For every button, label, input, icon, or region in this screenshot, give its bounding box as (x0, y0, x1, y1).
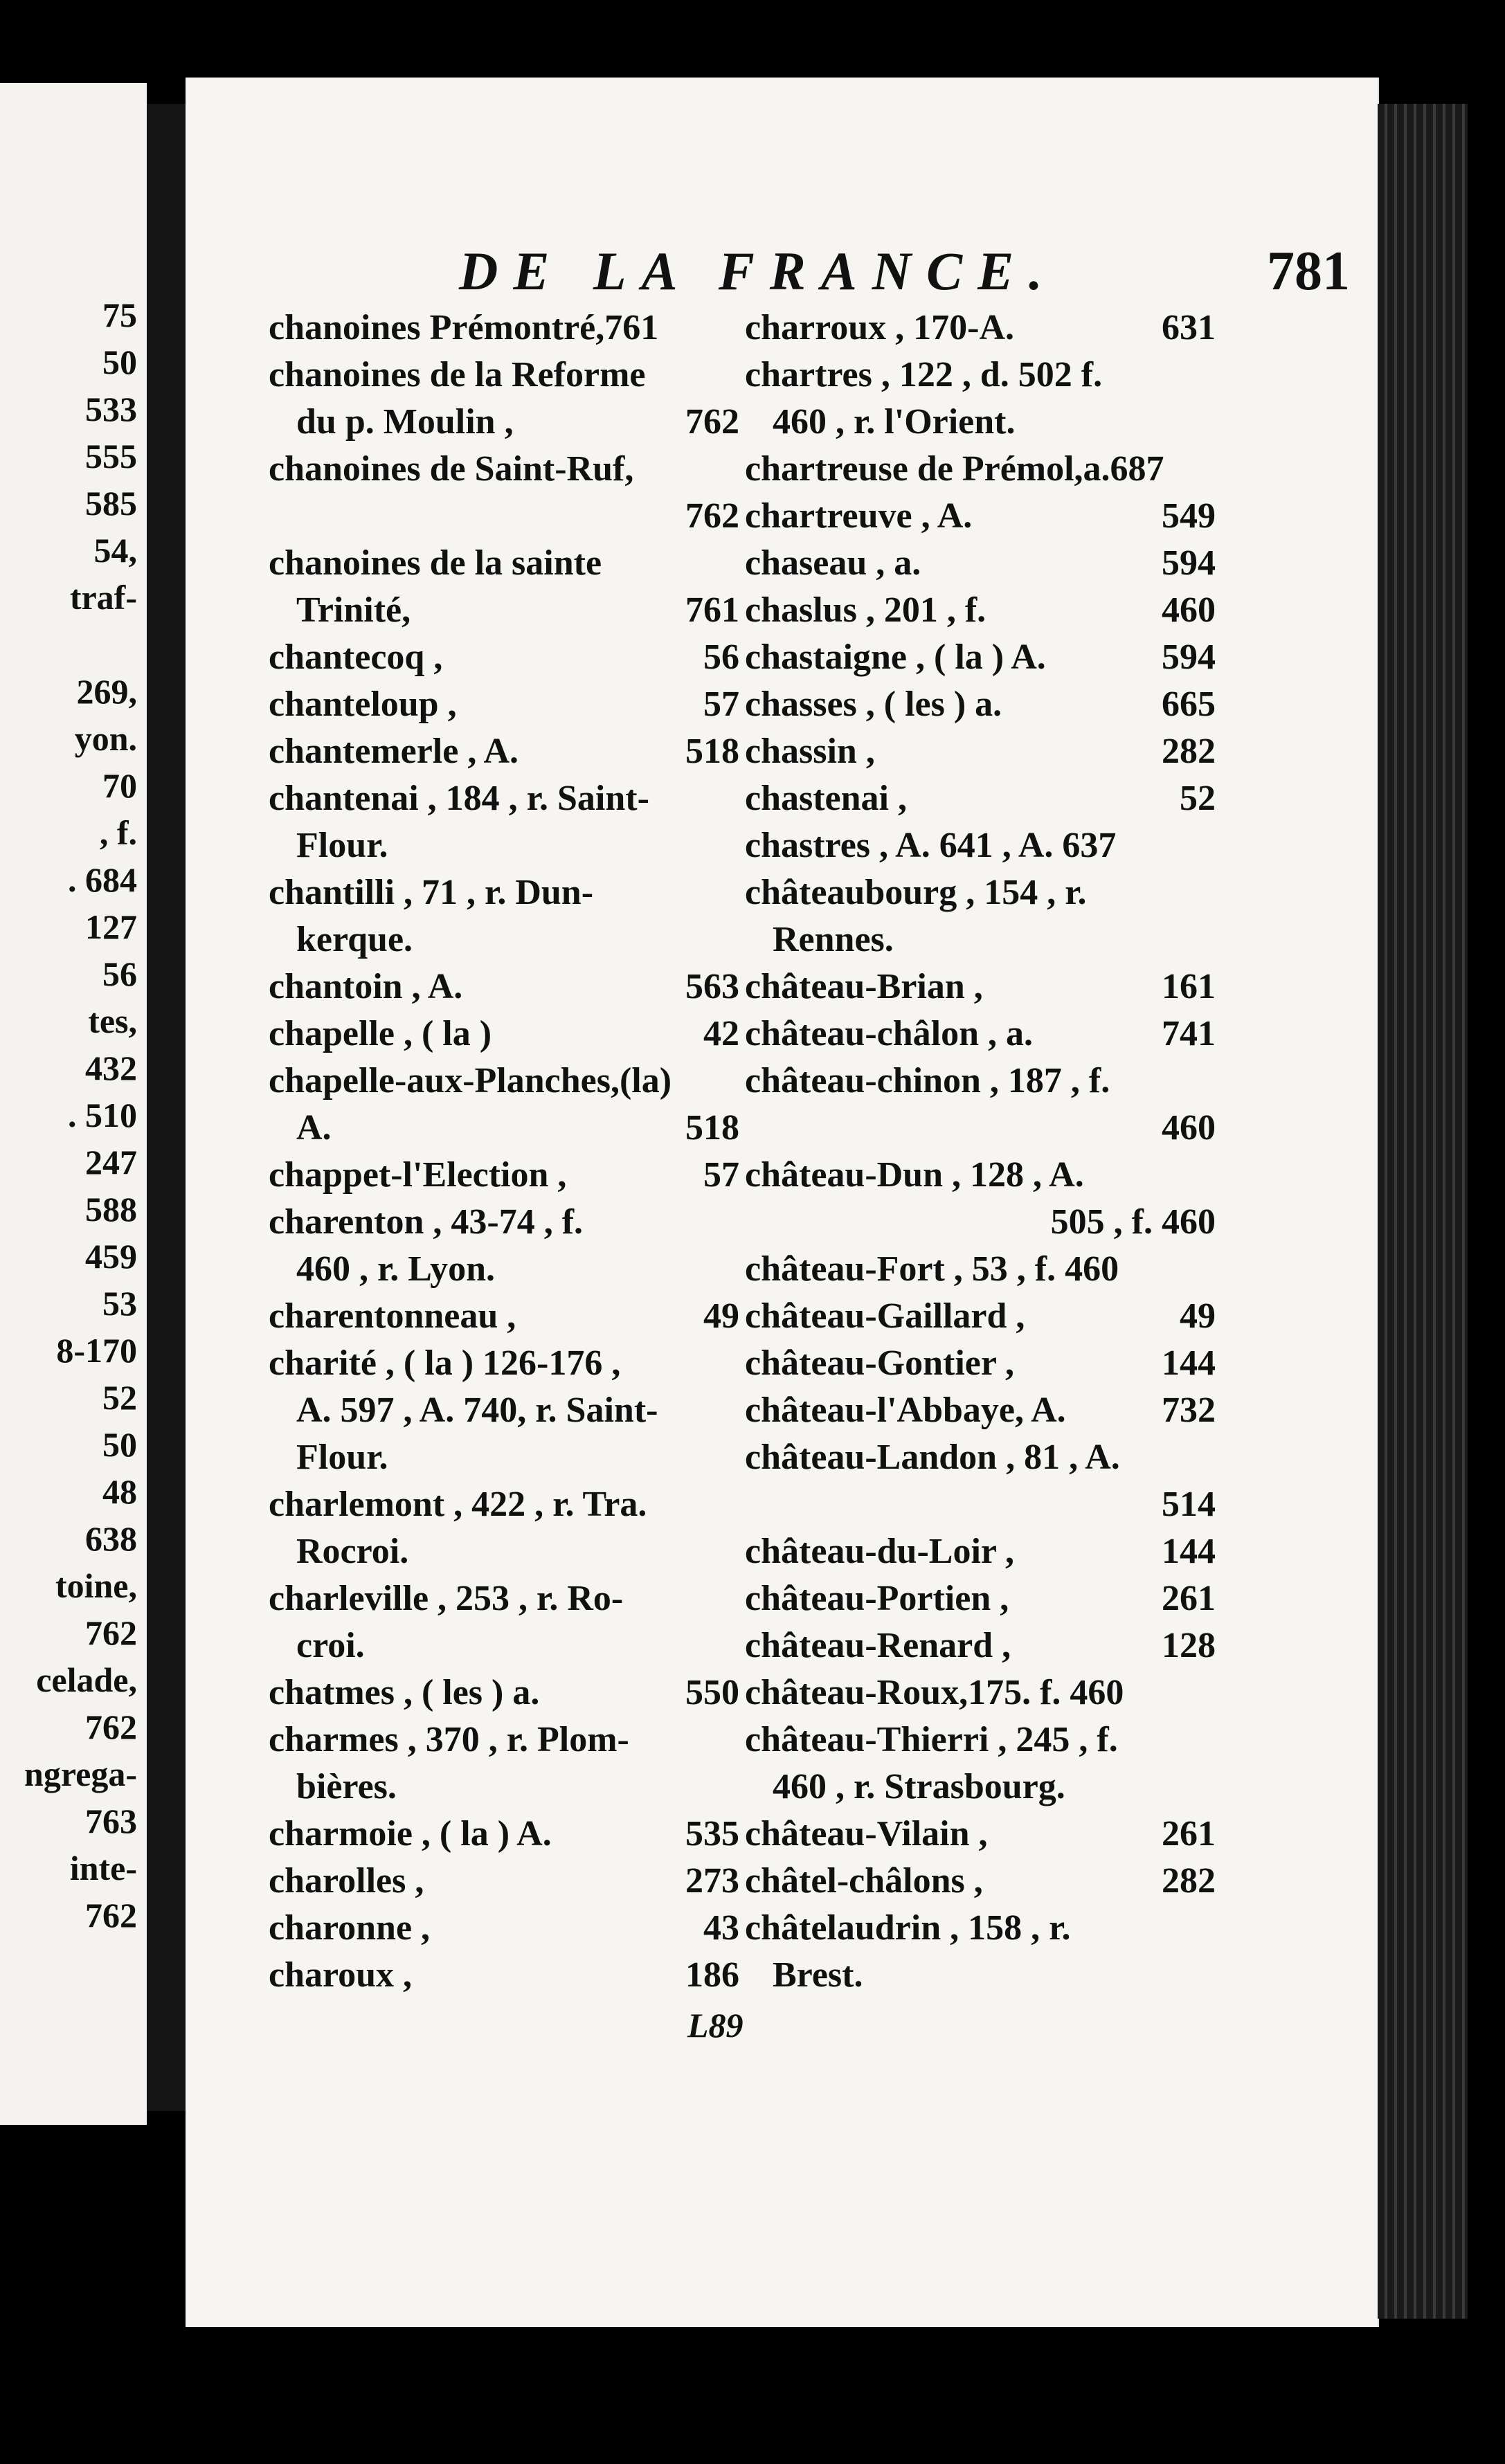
entry-text: chantemerle , A. (269, 732, 519, 771)
index-entry (269, 963, 739, 1011)
page-edges (1378, 104, 1468, 2319)
entry-text: charonne , (269, 1908, 431, 1948)
previous-page-text-fragment: , f. (99, 813, 137, 852)
entry-text: chartreuse de Prémol,a.687 (745, 449, 1164, 489)
index-entry (745, 1575, 1216, 1622)
entry-text: charenton , 43-74 , f. (269, 1202, 584, 1242)
entry-page-ref: 57 (703, 1155, 739, 1195)
index-entry (745, 1387, 1216, 1434)
previous-page-text-fragment: 75 (102, 296, 137, 334)
entry-page-ref: 594 (1162, 637, 1216, 677)
entry-text: châtel-châlons , (745, 1861, 983, 1901)
entry-page-ref: 741 (1162, 1014, 1216, 1053)
entry-page-ref: 665 (1162, 685, 1216, 724)
index-entry (745, 493, 1216, 540)
index-entry (269, 1858, 739, 1905)
entry-text: chaslus , 201 , f. (745, 590, 986, 630)
entry-text: chanoines de Saint-Ruf, (269, 449, 634, 489)
previous-page-text-fragment: tes, (88, 1002, 137, 1040)
entry-text: chapelle , ( la ) (269, 1014, 492, 1053)
index-entry (745, 916, 1216, 963)
entry-page-ref: 52 (1180, 779, 1216, 818)
entry-text: chapelle-aux-Planches,(la) (269, 1061, 672, 1100)
entry-text: Flour. (296, 826, 388, 865)
entry-text: château-Brian , (745, 967, 983, 1006)
book-page (186, 78, 1379, 2327)
previous-page-text-fragment: . 510 (68, 1096, 137, 1134)
entry-text: Rennes. (773, 920, 894, 959)
entry-text: chasses , ( les ) a. (745, 685, 1002, 724)
entry-text: bières. (296, 1767, 397, 1806)
index-entry (745, 446, 1216, 493)
previous-page-text-fragment: 459 (85, 1237, 137, 1276)
entry-text: chatmes , ( les ) a. (269, 1673, 540, 1712)
previous-page-text-fragment: 588 (85, 1190, 137, 1229)
entry-text: chantecoq , (269, 637, 443, 677)
index-entry (745, 1152, 1216, 1199)
entry-page-ref: 761 (685, 590, 739, 630)
index-entry (745, 1764, 1216, 1811)
index-entry (269, 1481, 739, 1528)
entry-text: chastenai , (745, 779, 907, 818)
running-head (186, 240, 1378, 302)
entry-text: chanoines Prémontré,761 (269, 308, 659, 347)
entry-text: château-Roux,175. f. 460 (745, 1673, 1124, 1712)
entry-text: A. (296, 1108, 332, 1148)
index-entry (745, 1905, 1216, 1952)
index-entry (269, 869, 739, 916)
entry-page-ref: 144 (1162, 1343, 1216, 1383)
entry-text: chantoin , A. (269, 967, 463, 1006)
previous-page-text-fragment: 56 (102, 954, 137, 993)
index-entry (745, 1952, 1216, 1999)
entry-text: château-Gaillard , (745, 1296, 1025, 1336)
index-entry (269, 1811, 739, 1858)
index-entry (269, 540, 739, 587)
previous-page-text-fragment: 53 (102, 1284, 137, 1323)
index-entry (269, 1905, 739, 1952)
entry-text: chartreuve , A. (745, 496, 973, 536)
entry-page-ref: 42 (703, 1014, 739, 1053)
book-gutter (147, 104, 186, 2111)
entry-text: charleville , 253 , r. Ro- (269, 1579, 624, 1618)
entry-page-ref: 49 (1180, 1296, 1216, 1336)
entry-page-ref: 535 (685, 1814, 739, 1854)
entry-page-ref: 56 (703, 637, 739, 677)
previous-page-text-fragment: 52 (102, 1378, 137, 1417)
index-entry (269, 1575, 739, 1622)
entry-text: château-Landon , 81 , A. (745, 1438, 1120, 1477)
index-entry (745, 399, 1216, 446)
previous-page-text-fragment: 762 (85, 1613, 137, 1652)
entry-page-ref: 514 (1162, 1485, 1216, 1524)
signature-mark: L89 (687, 2006, 744, 2045)
index-entry (745, 1105, 1216, 1152)
index-entry (269, 634, 739, 681)
entry-text: chaseau , a. (745, 543, 921, 583)
index-entry (745, 587, 1216, 634)
entry-text: chastaigne , ( la ) A. (745, 637, 1046, 677)
index-entry (269, 1528, 739, 1575)
index-entry (269, 1199, 739, 1246)
index-entry (269, 728, 739, 775)
index-entry (745, 1669, 1216, 1716)
entry-page-ref: 762 (685, 496, 739, 536)
entry-text: châtelaudrin , 158 , r. (745, 1908, 1071, 1948)
entry-text: château-du-Loir , (745, 1532, 1015, 1571)
index-entry (745, 1434, 1216, 1481)
index-entry (745, 1858, 1216, 1905)
previous-page-text-fragment: 762 (85, 1707, 137, 1746)
entry-page-ref: 261 (1162, 1814, 1216, 1854)
index-entry (269, 1764, 739, 1811)
entry-text: 460 , r. Lyon. (296, 1249, 496, 1289)
index-entry (269, 1622, 739, 1669)
index-entry (745, 1199, 1216, 1246)
index-entry (745, 1811, 1216, 1858)
index-entry (269, 916, 739, 963)
previous-page-text-fragment: toine, (55, 1566, 137, 1605)
index-entry (269, 352, 739, 399)
previous-page-fragment (0, 83, 147, 2125)
previous-page-text-fragment: 533 (85, 390, 137, 428)
entry-text: chanoines de la sainte (269, 543, 602, 583)
index-entry (745, 681, 1216, 728)
index-entry (745, 775, 1216, 822)
index-entry (269, 493, 739, 540)
entry-page-ref: 49 (703, 1296, 739, 1336)
index-entry (745, 1246, 1216, 1293)
entry-text: charmoie , ( la ) A. (269, 1814, 552, 1854)
entry-page-ref: 549 (1162, 496, 1216, 536)
entry-text: château-châlon , a. (745, 1014, 1033, 1053)
index-entry (745, 869, 1216, 916)
previous-page-text-fragment: 763 (85, 1802, 137, 1840)
entry-text: charroux , 170-A. (745, 308, 1015, 347)
entry-text: Brest. (773, 1955, 863, 1995)
index-entry (269, 1434, 739, 1481)
entry-page-ref: 273 (685, 1861, 739, 1901)
entry-text: château-Fort , 53 , f. 460 (745, 1249, 1119, 1289)
previous-page-text-fragment: inte- (69, 1849, 137, 1887)
entry-text: château-Gontier , (745, 1343, 1014, 1383)
entry-text: chanteloup , (269, 685, 457, 724)
entry-text: chartres , 122 , d. 502 f. (745, 355, 1103, 395)
previous-page-text-fragment: 432 (85, 1049, 137, 1087)
previous-page-text-fragment: 247 (85, 1143, 137, 1181)
index-entry (745, 728, 1216, 775)
entry-page-ref: 43 (703, 1908, 739, 1948)
index-column-left (269, 305, 739, 1999)
entry-text: chastres , A. 641 , A. 637 (745, 826, 1117, 865)
entry-text: chanoines de la Reforme (269, 355, 646, 395)
entry-text: charoux , (269, 1955, 413, 1995)
entry-page-ref: 762 (685, 402, 739, 442)
index-entry (745, 1622, 1216, 1669)
previous-page-text-fragment: 50 (102, 343, 137, 381)
previous-page-text-fragment: celade, (36, 1660, 137, 1699)
entry-text: charolles , (269, 1861, 424, 1901)
previous-page-text-fragment: 70 (102, 766, 137, 805)
page-number: 781 (1267, 241, 1350, 302)
index-entry (269, 681, 739, 728)
previous-page-text-fragment: 555 (85, 437, 137, 475)
entry-page-ref: 261 (1162, 1579, 1216, 1618)
entry-page-ref: 518 (685, 732, 739, 771)
entry-text: château-Renard , (745, 1626, 1011, 1665)
entry-page-ref: 594 (1162, 543, 1216, 583)
entry-text: château-l'Abbaye, A. (745, 1390, 1066, 1430)
entry-text: croi. (296, 1626, 365, 1665)
entry-text: château-chinon , 187 , f. (745, 1061, 1110, 1100)
entry-text: chantilli , 71 , r. Dun- (269, 873, 594, 912)
previous-page-text-fragment: 50 (102, 1425, 137, 1464)
previous-page-text-fragment: 762 (85, 1896, 137, 1935)
entry-text: Rocroi. (296, 1532, 409, 1571)
previous-page-text-fragment: 48 (102, 1472, 137, 1511)
entry-page-ref: 518 (685, 1108, 739, 1148)
index-entry (745, 1528, 1216, 1575)
entry-page-ref: 57 (703, 685, 739, 724)
index-entry (745, 634, 1216, 681)
entry-text: château-Vilain , (745, 1814, 988, 1854)
index-entry (269, 1716, 739, 1764)
index-entry (745, 1058, 1216, 1105)
previous-page-text-fragment: . 684 (68, 860, 137, 899)
index-entry (745, 1293, 1216, 1340)
index-entry (745, 963, 1216, 1011)
index-entry (269, 775, 739, 822)
entry-page-ref: 186 (685, 1955, 739, 1995)
entry-text: kerque. (296, 920, 413, 959)
index-entry (269, 1669, 739, 1716)
index-entry (269, 822, 739, 869)
entry-text: chantenai , 184 , r. Saint- (269, 779, 649, 818)
previous-page-text-fragment: 54, (93, 531, 137, 570)
previous-page-text-fragment: 638 (85, 1519, 137, 1558)
entry-text: château-Portien , (745, 1579, 1009, 1618)
entry-text: 460 , r. Strasbourg. (773, 1767, 1065, 1806)
entry-page-ref: 550 (685, 1673, 739, 1712)
previous-page-text-fragment: yon. (74, 719, 137, 758)
index-entry (745, 305, 1216, 352)
index-entry (745, 352, 1216, 399)
entry-text: chassin , (745, 732, 875, 771)
previous-page-text-fragment: 585 (85, 484, 137, 523)
entry-page-ref: 460 (1162, 1108, 1216, 1148)
previous-page-text-fragment: 269, (76, 672, 137, 711)
entry-text: du p. Moulin , (296, 402, 514, 442)
index-entry (745, 1340, 1216, 1387)
entry-page-ref: 161 (1162, 967, 1216, 1006)
entry-text: Trinité, (296, 590, 411, 630)
entry-text: charité , ( la ) 126-176 , (269, 1343, 621, 1383)
index-column-right (745, 305, 1216, 1999)
entry-page-ref: 282 (1162, 732, 1216, 771)
running-title: DE LA FRANCE. (459, 241, 1058, 301)
index-entry (269, 1952, 739, 1999)
index-entry (269, 1246, 739, 1293)
index-entry (269, 446, 739, 493)
previous-page-text-fragment: 8-170 (56, 1331, 137, 1370)
entry-text: château-Thierri , 245 , f. (745, 1720, 1118, 1759)
entry-text: chappet-l'Election , (269, 1155, 567, 1195)
entry-page-ref: 460 (1162, 590, 1216, 630)
index-entry (269, 1387, 739, 1434)
entry-text: A. 597 , A. 740, r. Saint- (296, 1390, 658, 1430)
entry-text: charmes , 370 , r. Plom- (269, 1720, 629, 1759)
entry-text: château-Dun , 128 , A. (745, 1155, 1084, 1195)
entry-page-ref: 128 (1162, 1626, 1216, 1665)
index-entry (269, 399, 739, 446)
entry-page-ref: 282 (1162, 1861, 1216, 1901)
index-entry (745, 540, 1216, 587)
entry-page-ref: 505 , f. 460 (1050, 1202, 1216, 1242)
index-entry (745, 1481, 1216, 1528)
entry-text: 460 , r. l'Orient. (773, 402, 1016, 442)
index-entry (745, 1011, 1216, 1058)
entry-page-ref: 732 (1162, 1390, 1216, 1430)
index-entry (269, 1105, 739, 1152)
previous-page-text-fragment: 127 (85, 907, 137, 946)
index-entry (745, 1716, 1216, 1764)
index-entry (269, 1058, 739, 1105)
entry-page-ref: 563 (685, 967, 739, 1006)
previous-page-text-fragment: traf- (69, 578, 137, 617)
entry-text: charentonneau , (269, 1296, 516, 1336)
index-entry (745, 822, 1216, 869)
index-entry (269, 1340, 739, 1387)
entry-page-ref: 144 (1162, 1532, 1216, 1571)
index-entry (269, 587, 739, 634)
index-entry (269, 1011, 739, 1058)
index-entry (269, 305, 739, 352)
entry-text: charlemont , 422 , r. Tra. (269, 1485, 647, 1524)
entry-text: châteaubourg , 154 , r. (745, 873, 1087, 912)
entry-text: Flour. (296, 1438, 388, 1477)
index-entry (269, 1152, 739, 1199)
previous-page-text-fragment: ngrega- (24, 1755, 137, 1793)
index-entry (269, 1293, 739, 1340)
entry-page-ref: 631 (1162, 308, 1216, 347)
